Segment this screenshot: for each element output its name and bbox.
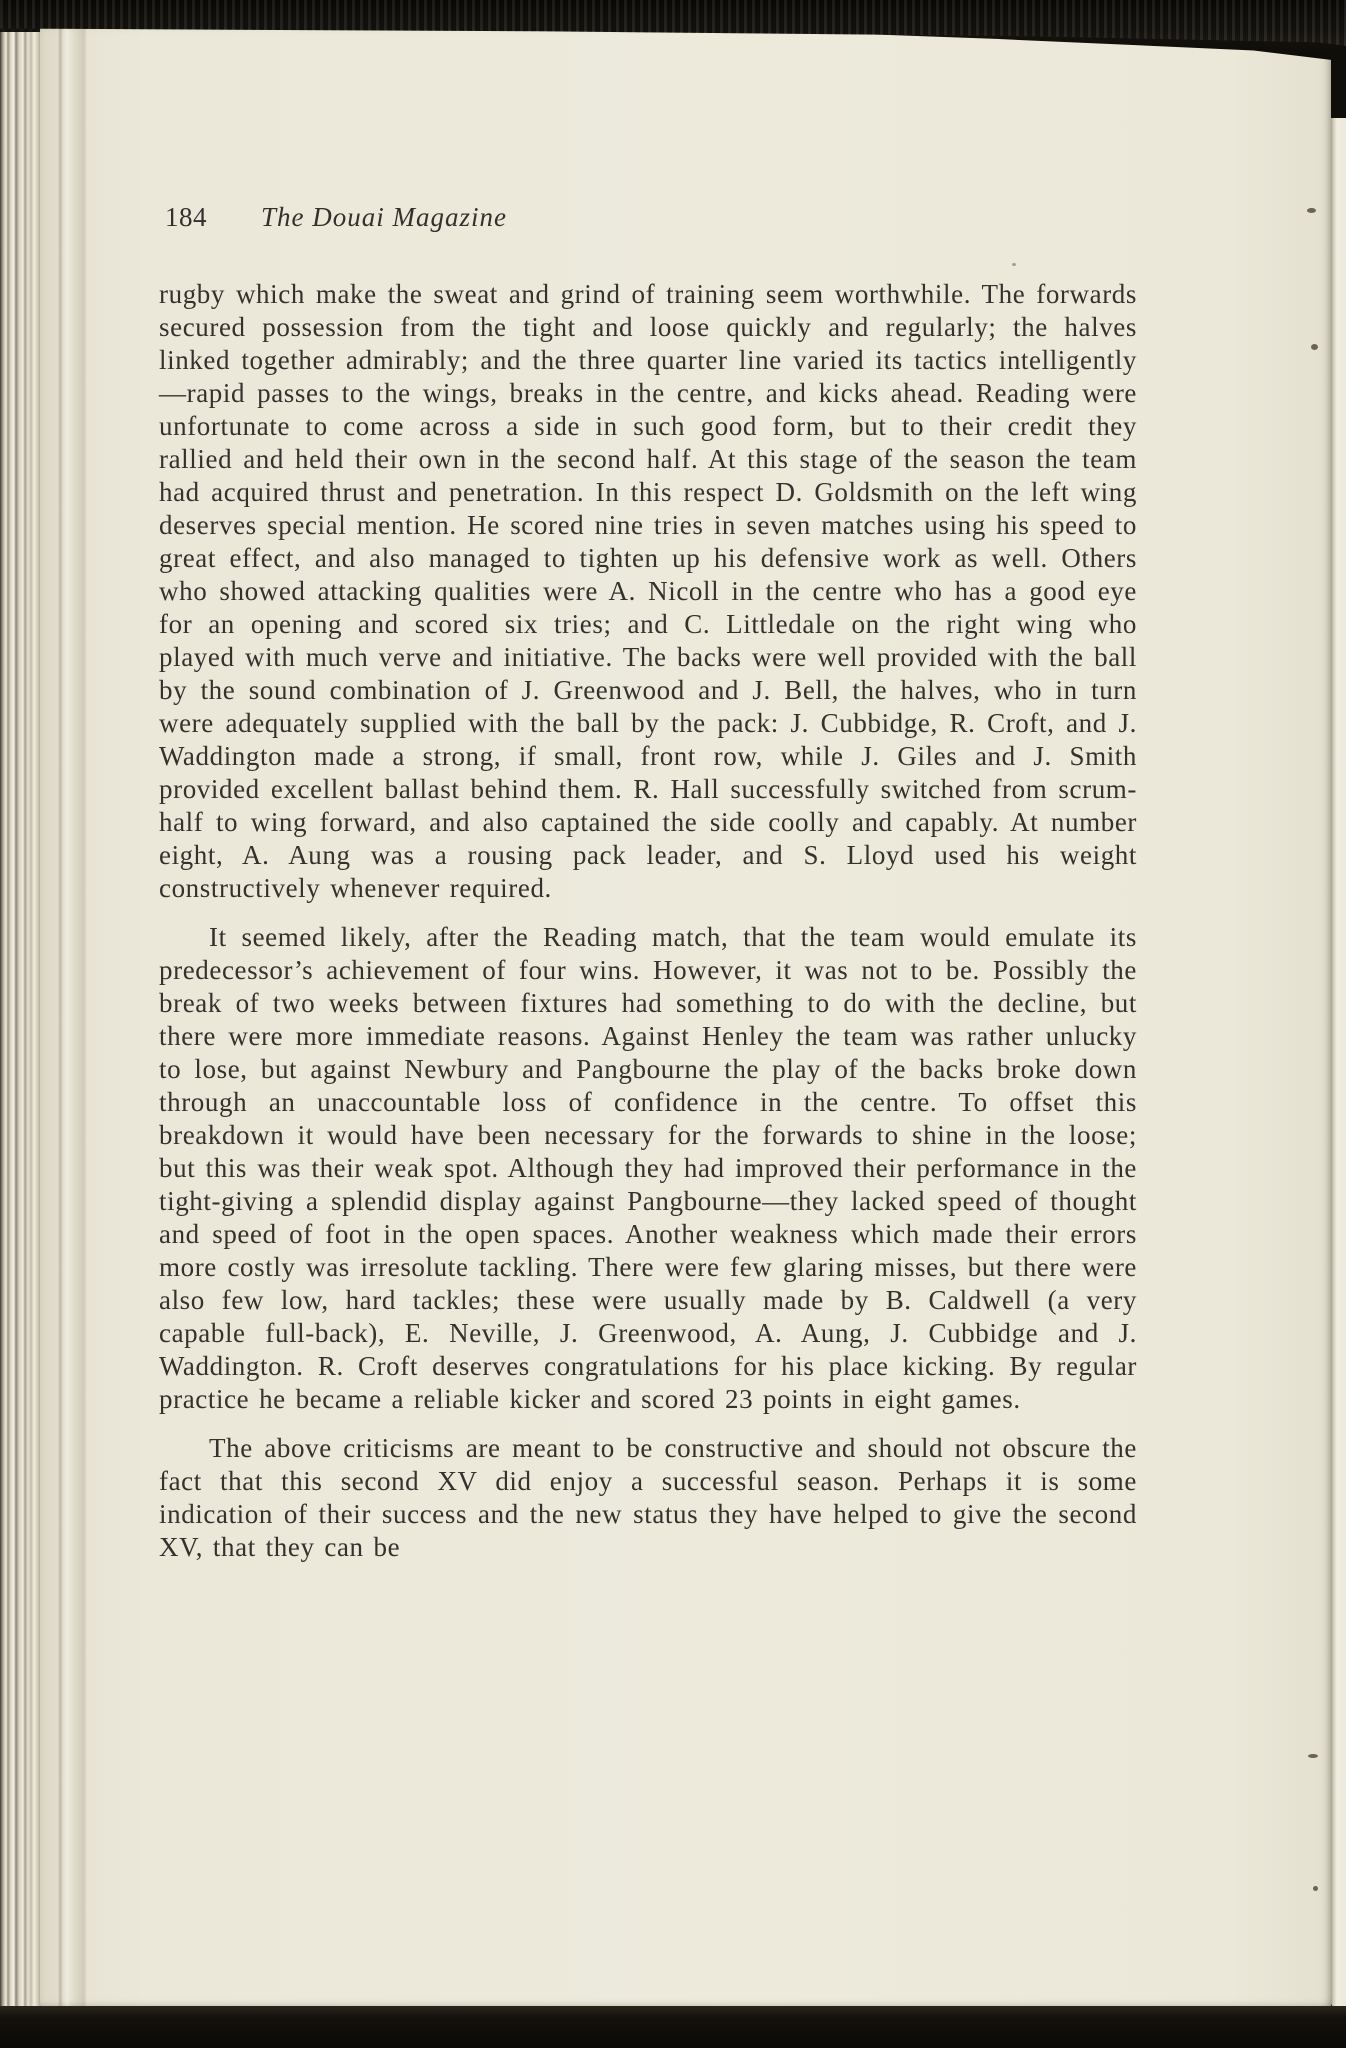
article-body [159, 278, 1137, 1564]
ink-speck [1308, 1754, 1318, 1758]
ink-speck [1307, 208, 1316, 213]
magazine-title: The Douai Magazine [261, 202, 507, 232]
paragraph: rugby which make the sweat and grind of training seem worthwhile. The forwards secured possession from the tight and loose quickly and regularly; the halves linked together admirably; and the three quarter line varied its tactics intelligently—rapid passes to the wings, breaks in the centre, and kicks ahead. Reading were unfortunate to come across a side in such good form, but to their credit they rallied and held their own in the second half. At this stage of the season the team had acquired thrust and penetration. In this respect D. Goldsmith on the left wing deserves special mention. He scored nine tries in seven matches using his speed to great effect, and also managed to tighten up his defensive work as well. Others who showed attacking qualities were A. Nicoll in the centre who has a good eye for an opening and scored six tries; and C. Littledale on the right wing who played with much verve and initiative. The backs were well provided with the ball by the sound combination of J. Greenwood and J. Bell, the halves, who in turn were adequately supplied with the ball by the pack: J. Cubbidge, R. Croft, and J. Waddington made a strong, if small, front row, while J. Giles and J. Smith provided excellent ballast behind them. R. Hall successfully switched from scrum-half to wing forward, and also captained the side coolly and capably. At number eight, A. Aung was a rousing pack leader, and S. Lloyd used his weight constructively whenever required. [159, 279, 1137, 903]
book-page [40, 28, 1332, 2007]
facing-page-edge [1332, 112, 1346, 2007]
page-content [159, 201, 1137, 1580]
book-cover-bottom [0, 2006, 1346, 2048]
running-header [165, 201, 1137, 234]
paragraph: It seemed likely, after the Reading match, that the team would emulate its predecessor’s achievement of four wins. However, it was not to be. Possibly the break of two weeks between fixtures had something to do with the decline, but there were more immediate reasons. Against Henley the team was rather unlucky to lose, but against Newbury and Pangbourne the play of the backs broke down through an unaccountable loss of confidence in the centre. To offset this breakdown it would have been necessary for the forwards to shine in the loose; but this was their weak spot. Although they had improved their performance in the tight-giving a splendid display against Pangbourne—they lacked speed of thought and speed of foot in the open spaces. Another weakness which made their errors more costly was irresolute tackling. There were few glaring misses, but there were also few low, hard tackles; these were usually made by B. Caldwell (a very capable full-back), E. Neville, J. Greenwood, A. Aung, J. Cubbidge and J. Waddington. R. Croft deserves congratulations for his place kicking. By regular practice he became a reliable kicker and scored 23 points in eight games. [159, 922, 1137, 1414]
fanned-page-edges [0, 32, 40, 2008]
ink-speck [1012, 263, 1016, 266]
ink-speck [1313, 1886, 1318, 1891]
page-number: 184 [165, 202, 207, 232]
ink-speck [1311, 344, 1318, 350]
paragraph: The above criticisms are meant to be constructive and should not obscure the fact that this second XV did enjoy a successful season. Perhaps it is some indication of their success and the new status they have helped to give the second XV, that they can be [159, 1433, 1137, 1562]
